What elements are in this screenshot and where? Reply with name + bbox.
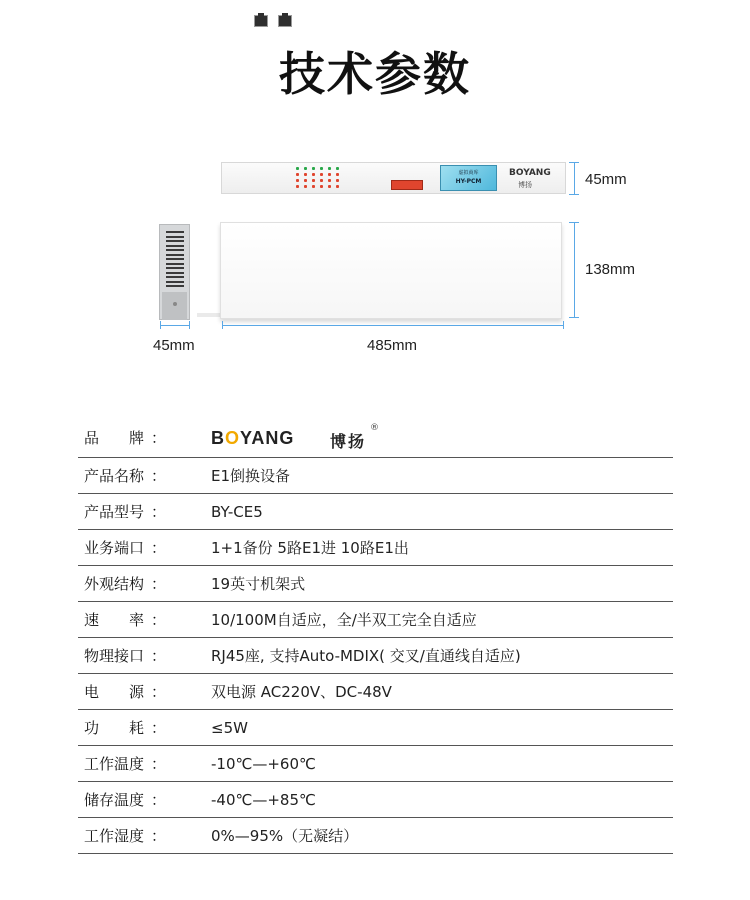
height-dimension-tick-top [569, 162, 579, 163]
status-led [312, 185, 315, 188]
spec-row-model [78, 494, 673, 530]
spec-label: 储存温度 [84, 791, 145, 809]
spec-value: ≤5W [211, 719, 248, 737]
spec-colon: ： [151, 503, 167, 521]
status-led [304, 185, 307, 188]
device-sticker [440, 165, 497, 191]
spec-row-work-temp [78, 746, 673, 782]
height-dimension-label: 45mm [585, 171, 627, 188]
spec-colon: ： [151, 575, 167, 593]
page-title: 技术参数 [279, 47, 471, 101]
spec-colon: ： [151, 647, 167, 665]
status-led [328, 179, 331, 182]
spec-colon: ： [151, 755, 167, 773]
spec-value: BY-CE5 [211, 503, 263, 521]
depth-dimension-tick-top [569, 222, 579, 223]
spec-row-power [78, 674, 673, 710]
width-dimension-label: 485mm [367, 337, 418, 354]
top-view-lip [197, 313, 221, 317]
spec-row-rate [78, 602, 673, 638]
vent-slot [166, 231, 184, 233]
side-width-dimension-label: 45mm [153, 337, 195, 354]
bracket-hole [173, 302, 177, 306]
vent-slot [166, 272, 184, 274]
status-led [312, 179, 315, 182]
depth-dimension-label: 138mm [585, 261, 636, 278]
vent-slot [166, 281, 184, 283]
spec-row-structure [78, 566, 673, 602]
spec-colon: ： [151, 539, 167, 557]
status-led [336, 173, 339, 176]
spec-label: 品 牌 [84, 429, 145, 447]
spec-label: 工作温度 [84, 755, 145, 773]
vent-slot [166, 285, 184, 287]
vent-slot [166, 236, 184, 238]
dip-switch [391, 180, 423, 190]
vent-slot [166, 276, 184, 278]
spec-colon: ： [151, 683, 167, 701]
width-tick-left [222, 321, 223, 329]
spec-label: 工作湿度 [84, 827, 145, 845]
spec-value: -10℃—+60℃ [211, 755, 316, 773]
side-width-tick-left [160, 321, 161, 329]
vent-slot [166, 240, 184, 242]
status-led [336, 167, 339, 170]
spec-row-consumption [78, 710, 673, 746]
status-led [320, 173, 323, 176]
status-led [304, 173, 307, 176]
vent-slot [166, 263, 184, 265]
spec-row-interface [78, 638, 673, 674]
spec-row-humidity [78, 818, 673, 854]
status-led [336, 179, 339, 182]
spec-row-brand [78, 420, 673, 458]
spec-label: 外观结构 [84, 575, 145, 593]
status-led [296, 167, 299, 170]
status-led [328, 173, 331, 176]
width-dimension-line [222, 325, 564, 326]
status-led [296, 173, 299, 176]
status-led [320, 185, 323, 188]
spec-colon: ： [151, 429, 167, 447]
depth-dimension-line [574, 222, 575, 318]
spec-label: 产品名称 [84, 467, 145, 485]
device-front-logo: BOYANG [509, 168, 551, 178]
width-tick-right [563, 321, 564, 329]
spec-label: 业务端口 [84, 539, 145, 557]
spec-value: 1+1备份 5路E1进 10路E1出 [211, 539, 409, 557]
brand-logo-o: O [225, 428, 241, 448]
spec-colon: ： [151, 827, 167, 845]
spec-value: 19英寸机架式 [211, 575, 306, 593]
brand-logo-suffix: YANG [240, 428, 295, 448]
status-led [304, 167, 307, 170]
rack-mount-bracket [162, 292, 187, 320]
height-dimension-tick-bottom [569, 194, 579, 195]
spec-value: E1倒换设备 [211, 467, 291, 485]
registered-mark: ® [370, 423, 379, 433]
status-led [296, 179, 299, 182]
side-width-tick-right [189, 321, 190, 329]
spec-label: 功 耗 [84, 719, 145, 737]
status-led [328, 167, 331, 170]
status-led [320, 179, 323, 182]
sticker-line-1: 虚拟商库 [458, 170, 479, 176]
status-led [328, 185, 331, 188]
height-dimension-line [574, 162, 575, 195]
status-led [312, 173, 315, 176]
spec-row-storage-temp [78, 782, 673, 818]
spec-table [78, 420, 673, 854]
sticker-line-2: HY-PCM [455, 178, 482, 185]
spec-colon: ： [151, 719, 167, 737]
depth-dimension-tick-bottom [569, 317, 579, 318]
spec-value: 10/100M自适应，全/半双工完全自适应 [211, 611, 477, 629]
status-led [336, 185, 339, 188]
spec-colon: ： [151, 467, 167, 485]
spec-colon: ： [151, 611, 167, 629]
spec-value: -40℃—+85℃ [211, 791, 316, 809]
rj45-port-2 [278, 15, 292, 27]
spec-label: 电 源 [84, 683, 145, 701]
spec-value: RJ45座, 支持Auto-MDIX( 交叉/直通线自适应) [211, 647, 521, 665]
status-led [296, 185, 299, 188]
spec-label: 产品型号 [84, 503, 145, 521]
vent-slot [166, 249, 184, 251]
status-led-grid [296, 167, 342, 191]
device-front-logo-sub: 博扬 [518, 181, 532, 189]
status-led [304, 179, 307, 182]
device-top-view [220, 222, 562, 319]
vent-slot [166, 258, 184, 260]
vent-slot [166, 267, 184, 269]
spec-row-product-name [78, 458, 673, 494]
spec-value: 0%—95%（无凝结） [211, 827, 359, 845]
vent-slot [166, 254, 184, 256]
brand-logo-prefix: B [211, 428, 225, 448]
spec-value: 双电源 AC220V、DC-48V [211, 683, 392, 701]
brand-name-cn: 博扬 [330, 432, 367, 451]
spec-row-service-ports [78, 530, 673, 566]
spec-label: 速 率 [84, 611, 145, 629]
status-led [320, 167, 323, 170]
vent-slot [166, 245, 184, 247]
rj45-port-1 [254, 15, 268, 27]
side-width-dimension-line [160, 325, 190, 326]
brand-logo [211, 428, 294, 449]
spec-colon: ： [151, 791, 167, 809]
status-led [312, 167, 315, 170]
spec-label: 物理接口 [84, 647, 145, 665]
